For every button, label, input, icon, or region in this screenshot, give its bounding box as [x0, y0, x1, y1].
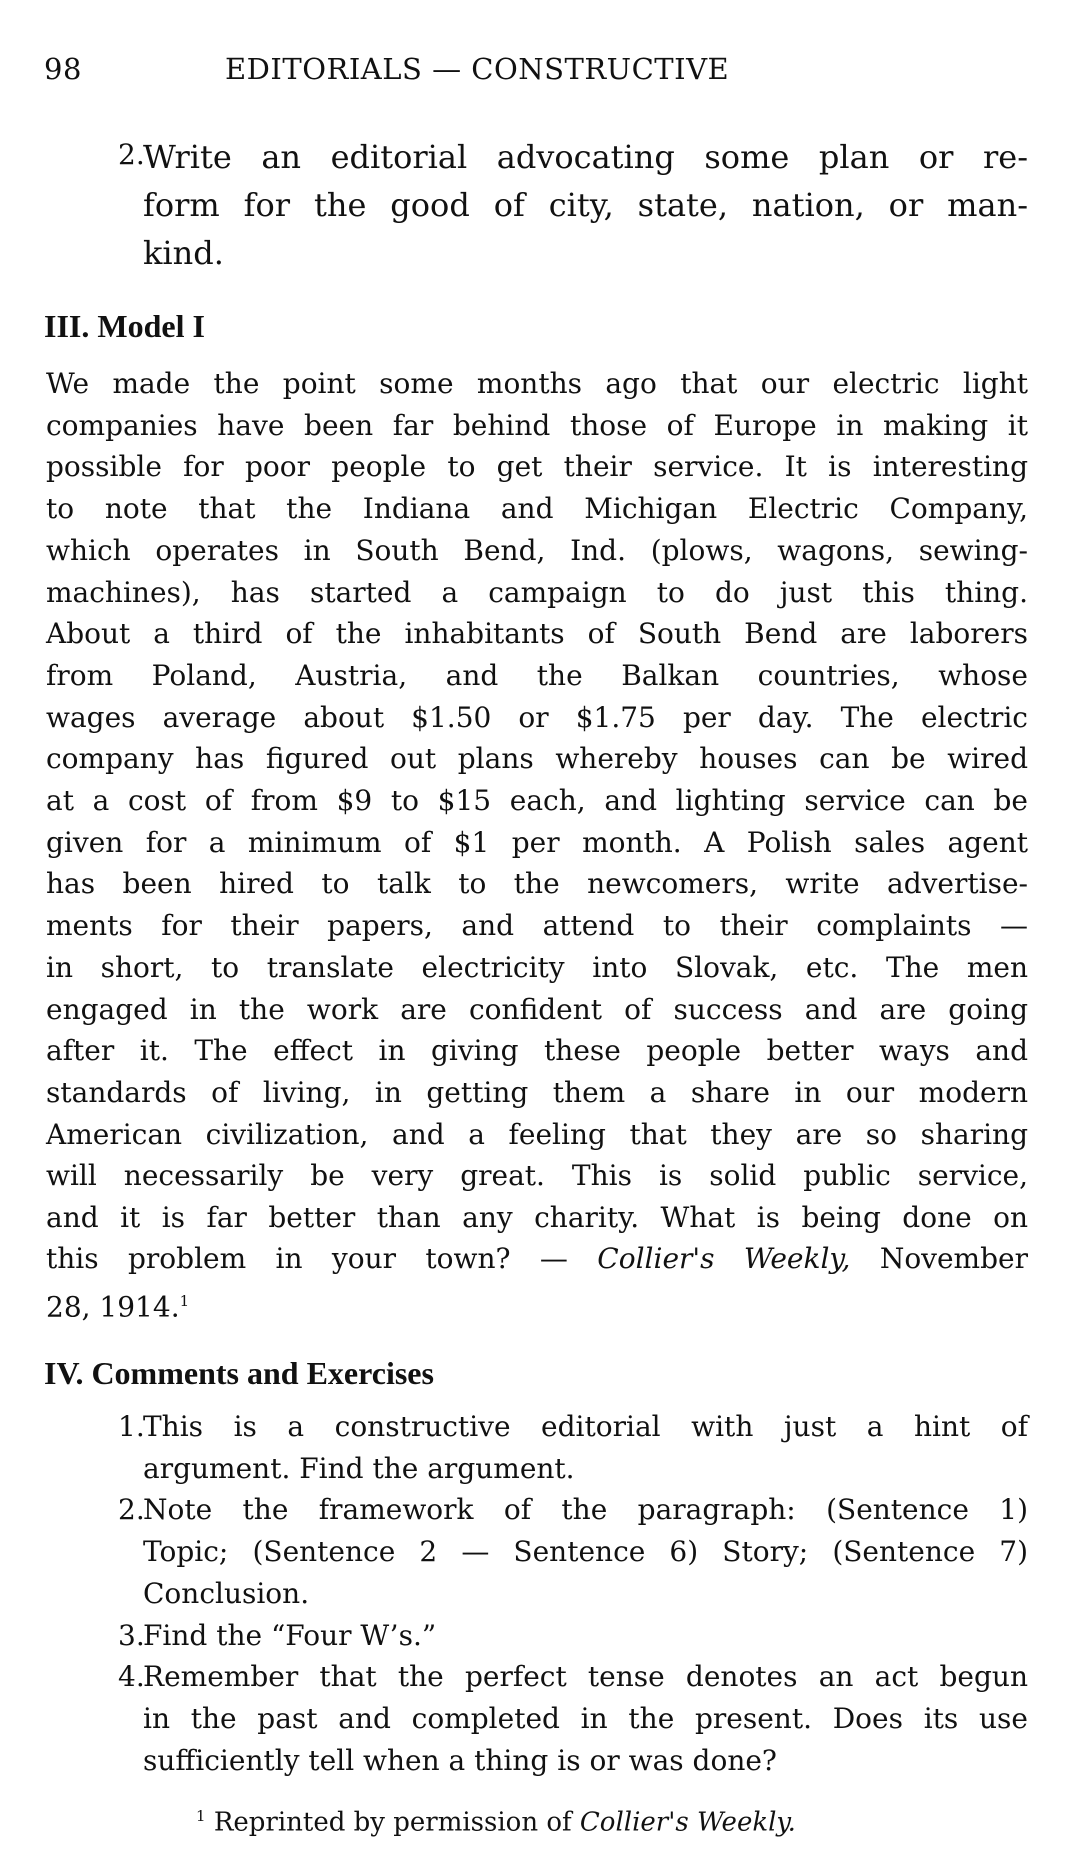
text-line: Topic; (Sentence 2 — Sentence 6) Story; (Sentence 7)	[143, 1535, 1028, 1569]
citation-prefix: this problem in your town? —	[46, 1242, 568, 1275]
text-line: possible for poor people to get their service. It is interesting	[46, 450, 1028, 484]
section-heading-comments: IV. Comments and Exercises	[44, 1355, 434, 1391]
item-number: 2.	[118, 138, 145, 171]
text-line: to note that the Indiana and Michigan Electric Company,	[46, 492, 1028, 526]
item-number: 2.	[118, 1493, 145, 1527]
citation-date: 28, 1914.	[46, 1290, 180, 1324]
text-line: We made the point some months ago that our electric light	[46, 367, 1028, 400]
text-line: will necessarily be very great. This is solid public service,	[46, 1159, 1028, 1193]
text-line: Find the “Four W’s.”	[143, 1618, 437, 1652]
footnote-mark: 1	[196, 1807, 206, 1825]
text-line: and it is far better than any charity. What is being done on	[46, 1201, 1028, 1234]
text-line: company has figured out plans whereby houses can be wired	[46, 742, 1028, 776]
text-line: standards of living, in getting them a share in our modern	[46, 1075, 1028, 1109]
text-line: machines), has started a campaign to do just this thing.	[46, 575, 1028, 609]
text-line: ments for their papers, and attend to their complaints —	[46, 909, 1028, 943]
text-line: argument. Find the argument.	[143, 1451, 575, 1485]
citation-source: Collier's Weekly,	[597, 1242, 851, 1275]
text-line: Remember that the perfect tense denotes an act begun	[143, 1660, 1028, 1694]
footnote-text: Reprinted by permission of	[213, 1807, 572, 1838]
item-number: 4.	[118, 1660, 145, 1694]
text-line: This is a constructive editorial with just a hint of	[143, 1410, 1028, 1443]
text-line: Write an editorial advocating some plan or re-	[143, 138, 1028, 176]
text-line: Note the framework of the paragraph: (Sentence 1)	[143, 1493, 1028, 1527]
text-line: which operates in South Bend, Ind. (plows, wagons, sewing-	[46, 533, 1028, 567]
item-number: 1.	[118, 1410, 145, 1443]
text-line: form for the good of city, state, nation, or man-	[143, 186, 1028, 224]
text-line: in short, to translate electricity into Slovak, etc. The men	[46, 950, 1028, 984]
text-line: engaged in the work are confident of success and are going	[46, 992, 1028, 1026]
text-line: in the past and completed in the present. Does its use	[143, 1701, 1028, 1735]
text-line: wages average about $1.50 or $1.75 per day. The electric	[46, 700, 1028, 734]
running-title: EDITORIALS — CONSTRUCTIVE	[225, 52, 730, 86]
text-line: Conclusion.	[143, 1576, 310, 1610]
text-line: kind.	[143, 234, 224, 272]
section-heading-model: III. Model I	[44, 308, 205, 344]
text-line: after it. The effect in giving these people better ways and	[46, 1034, 1028, 1068]
text-line: About a third of the inhabitants of South Bend are laborers	[46, 617, 1028, 651]
item-number: 3.	[118, 1618, 145, 1652]
text-line: sufficiently tell when a thing is or was done?	[143, 1743, 777, 1777]
text-line: companies have been far behind those of Europe in making it	[46, 408, 1028, 442]
citation-line	[46, 1239, 1028, 1279]
text-line: given for a minimum of $1 per month. A Polish sales agent	[46, 825, 1028, 859]
text-line: at a cost of from $9 to $15 each, and lighting service can be	[46, 784, 1028, 817]
text-line: American civilization, and a feeling that they are so sharing	[46, 1117, 1028, 1151]
footnote-ref: 1	[179, 1292, 190, 1310]
footnote	[196, 1796, 796, 1843]
text-line: from Poland, Austria, and the Balkan countries, whose	[46, 658, 1028, 692]
text-line: has been hired to talk to the newcomers, write advertise-	[46, 867, 1028, 901]
citation-date-line	[46, 1281, 1028, 1327]
citation-suffix: November	[879, 1242, 1028, 1275]
footnote-source: Collier's Weekly.	[579, 1807, 796, 1838]
page-number: 98	[44, 52, 82, 86]
